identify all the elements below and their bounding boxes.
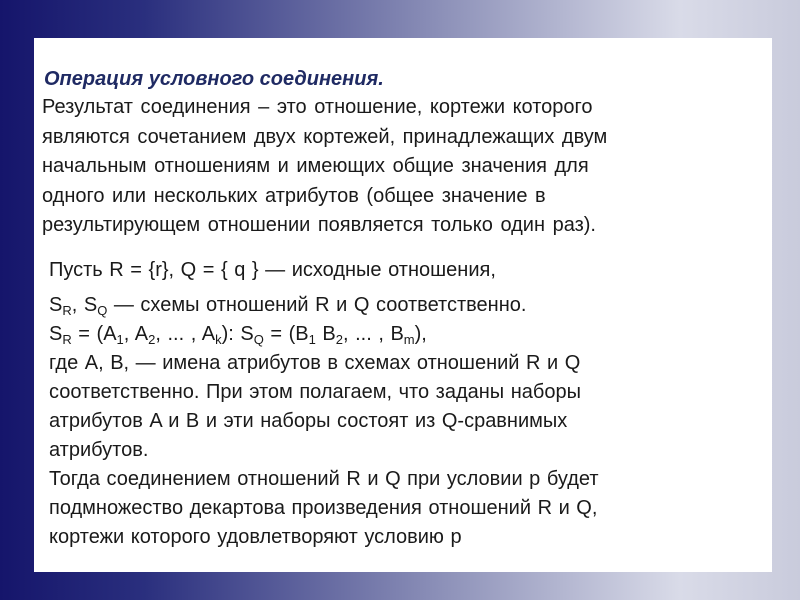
subscript: R [62, 332, 72, 347]
text-fragment: S [49, 323, 63, 345]
subscript: m [403, 332, 415, 347]
text-fragment: , ... , A [155, 323, 216, 345]
text-fragment: , S [71, 294, 98, 316]
subscript: R [62, 303, 72, 318]
definition-line: результирующем отношении появляется только один раз). [42, 214, 596, 236]
let-statement: Пусть R = {r}, Q = { q } — исходные отношения, [49, 259, 496, 281]
body-line: Тогда соединением отношений R и Q при условии p будет [49, 468, 599, 490]
subscript: 2 [148, 332, 156, 347]
body-line: атрибутов. [49, 439, 149, 461]
slide-title: Операция условного соединения. [44, 68, 384, 90]
body-line: где A, B, — имена атрибутов в схемах отношений R и Q [49, 352, 581, 374]
text-fragment: — схемы отношений R и Q соответственно. [107, 294, 527, 316]
definition-line: одного или нескольких атрибутов (общее значение в [42, 184, 546, 207]
text-fragment: ): S [221, 323, 254, 345]
text-fragment: S [49, 294, 63, 316]
definition-line: начальным отношениям и имеющих общие значения для [42, 155, 589, 177]
definition-line: являются сочетанием двух кортежей, принадлежащих двум [42, 125, 608, 148]
subscript: 1 [308, 332, 316, 347]
subscript: Q [97, 303, 108, 318]
text-fragment: , A [123, 323, 149, 345]
text-fragment: , ... , B [342, 323, 404, 345]
subscript: Q [253, 332, 264, 347]
text-fragment: ), [414, 323, 427, 345]
subscript: 1 [116, 332, 124, 347]
slide-card [34, 38, 772, 572]
schemes-statement [49, 291, 765, 320]
body-line: атрибутов A и B и эти наборы состоят из Q-сравнимых [49, 410, 568, 432]
formal-definition [49, 256, 765, 552]
text-fragment: = (A [71, 323, 117, 345]
body-line: подмножество декартова произведения отношений R и Q, [49, 497, 598, 519]
attribute-definition [49, 320, 765, 349]
subscript: 2 [335, 332, 343, 347]
body-line: кортежи которого удовлетворяют условию p [49, 526, 462, 548]
subscript: k [215, 332, 222, 347]
text-fragment: B [315, 323, 336, 345]
definition-line: Результат соединения – это отношение, кортежи которого [42, 96, 593, 118]
body-line: соответственно. При этом полагаем, что заданы наборы [49, 381, 581, 403]
text-fragment: = (B [263, 323, 309, 345]
definition-paragraph [42, 93, 766, 241]
